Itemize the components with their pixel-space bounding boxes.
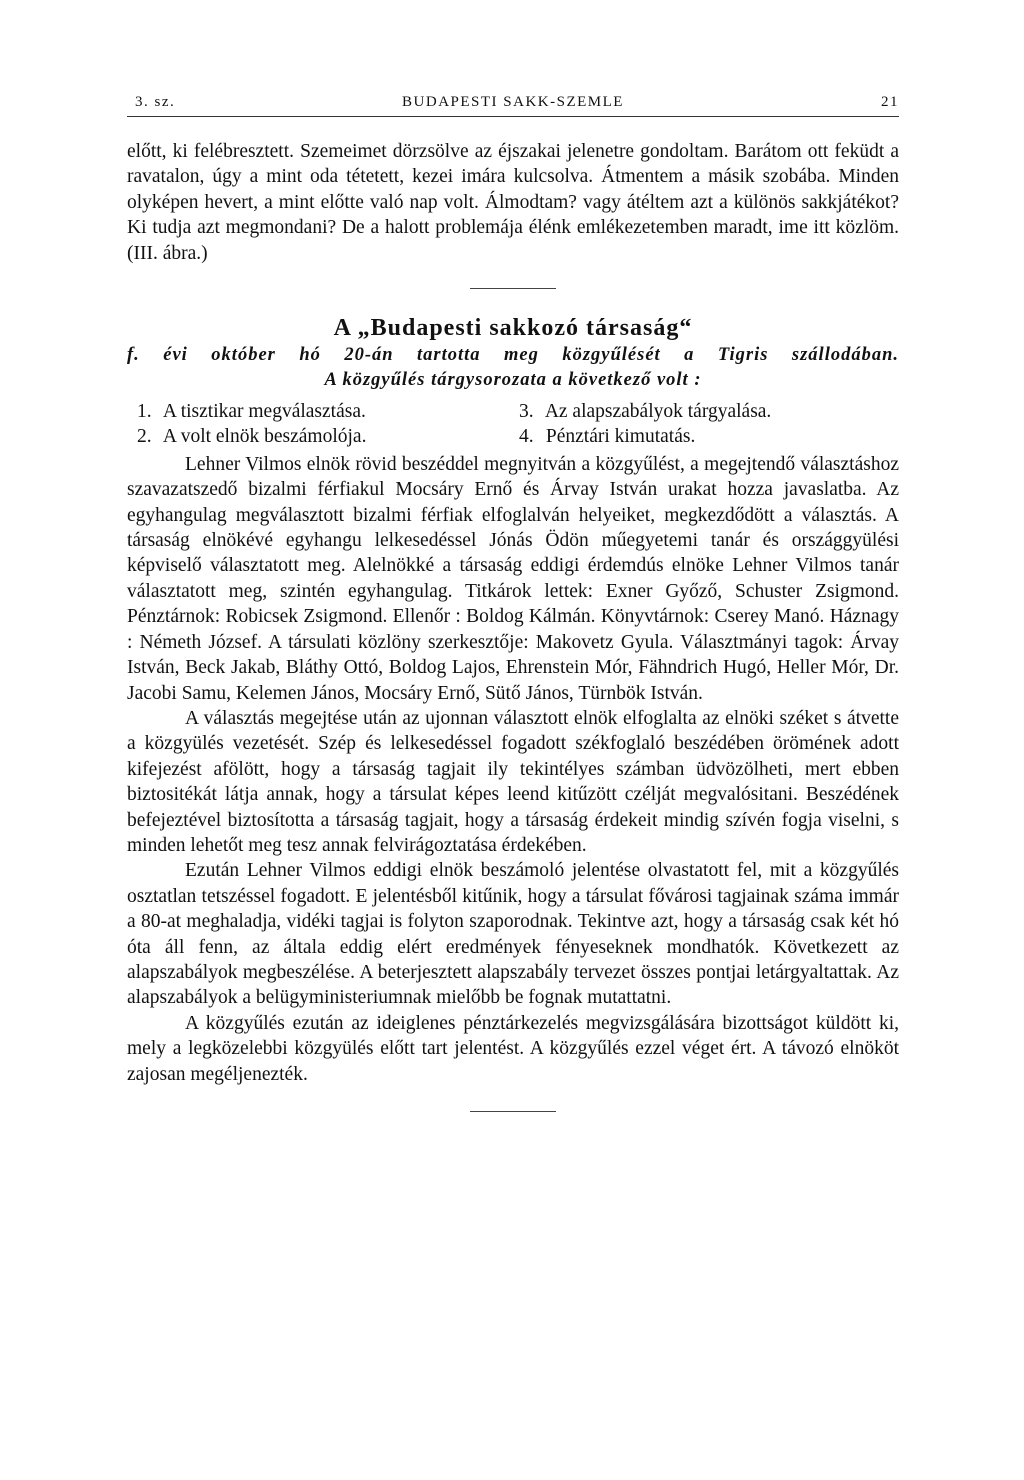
meeting-announcement: f. évi október hó 20-án tartotta meg közgyűlését a Tigris szállodában.: [127, 345, 899, 366]
agenda-item-number: 1.: [137, 401, 152, 423]
agenda-item-text: A volt elnök beszámolója.: [162, 426, 367, 448]
agenda-item: [519, 399, 899, 424]
running-header: [127, 90, 899, 117]
agenda-item-number: 3.: [519, 401, 534, 423]
agenda-item: [137, 424, 519, 449]
journal-title: BUDAPESTI SAKK-SZEMLE: [402, 94, 624, 110]
agenda-item-number: 4.: [519, 426, 534, 448]
paragraph-report: Ezután Lehner Vilmos eddigi elnök beszámoló jelentése olvastatott fel, mit a közgyűlés osztatlan tetszéssel fogadott. E jelentésből kitűnik, hogy a társulat fővárosi tagjainak száma immár a 80-at meghaladja, vidéki tagjai is folyton szaporodnak. Tekintve azt, hogy a társaság csak két hó óta áll fenn, az általa eddig elért eredmények fényeseknek mondhatók. Következett az alapszabályok megbeszélése. A beterjesztett alapszabály tervezet összes pontjai letárgyaltattak. Az alapszabályok a belügyministeriumnak mielőbb be fognak mutattatni.: [127, 860, 899, 1009]
agenda-list: [137, 399, 899, 450]
end-divider: [470, 1111, 556, 1112]
agenda-item: [137, 399, 519, 424]
agenda-item-text: Pénztári kimutatás.: [545, 426, 696, 448]
agenda-item-text: A tisztikar megválasztása.: [162, 401, 366, 423]
document-page: [127, 90, 899, 1112]
agenda-item-text: Az alapszabályok tárgyalása.: [544, 401, 772, 423]
paragraph-closing: A közgyűlés ezután az ideiglenes pénztárkezelés megvizsgálására bizottságot küldött ki, mely a legközelebbi közgyülés előtt tart jelentést. A közgyűlés ezzel véget ért. A távozó elnököt zajosan megéljenezték.: [127, 1012, 899, 1085]
page-number: 21: [881, 94, 899, 110]
agenda-item-number: 2.: [137, 426, 152, 448]
agenda-heading: A közgyűlés tárgysorozata a következő volt :: [324, 370, 702, 391]
agenda-item: [519, 424, 899, 449]
section-title: A „Budapesti sakkozó társaság“: [333, 315, 693, 342]
section-divider: [470, 288, 556, 289]
issue-number: 3. sz.: [135, 94, 176, 110]
intro-paragraph: előtt, ki felébresztett. Szemeimet dörzsölve az éjszakai jelenetre gondoltam. Barátom ott feküdt a ravatalon, úgy a mint oda tétetett, kezei imára kulcsolva. Átmentem a másik szobába. Minden olyképen hevert, a mint előtte való nap volt. Álmodtam? vagy átéltem azt a különös sakkjátékot? Ki tudja azt megmondani? De a halott problemája élénk emlékezetemben maradt, ime itt közlöm. (III. ábra.): [127, 141, 899, 264]
paragraph-election: Lehner Vilmos elnök rövid beszéddel megnyitván a közgyűlést, a megejtendő választáshoz szavazatszedő bizalmi férfiakul Mocsáry Ernő és Árvay István urakat hozza javaslatba. Az egyhangulag megválasztott bizalmi férfiak elfoglalván helyeiket, megkezdődött a választás. A társaság elnökévé egyhangu lelkesedéssel Jónás Ödön műegyetemi tanár és országgyülési képviselő választatott meg. Alelnökké a társaság eddigi érdemdús elnöke Lehner Vilmos tanár választatott meg, szintén egyhangulag. Titkárok lettek: Exner Győző, Schuster Zsigmond. Pénztárnok: Robicsek Zsigmond. Ellenőr : Boldog Kálmán. Könyvtárnok: Cserey Manó. Háznagy : Németh József. A társulati közlöny szerkesztője: Makovetz Gyula. Választmányi tagok: Árvay István, Beck Jakab, Bláthy Ottó, Boldog Lajos, Ehrenstein Mór, Fähndrich Hugó, Heller Mór, Dr. Jacobi Samu, Kelemen János, Mocsáry Ernő, Sütő János, Türnbök István.: [127, 453, 899, 704]
paragraph-new-president: A választás megejtése után az ujonnan választott elnök elfoglalta az elnöki széket s átvette a közgyülés vezetését. Szép és lelkesedéssel fogadott székfoglaló beszédében örömének adott kifejezést afölött, hogy a társaság tagjait ily tekintélyes számban üdvözölheti, mert ebben biztositékát látja annak, hogy a társulat képes leend kitűzött czélját megvalósitani. Beszédének befejeztével biztosította a társaság tagjait, hogy a társaság érdekeit mindig szívén fogja viselni, s minden lehetőt meg tesz annak felvirágoztatása érdekében.: [127, 707, 899, 856]
